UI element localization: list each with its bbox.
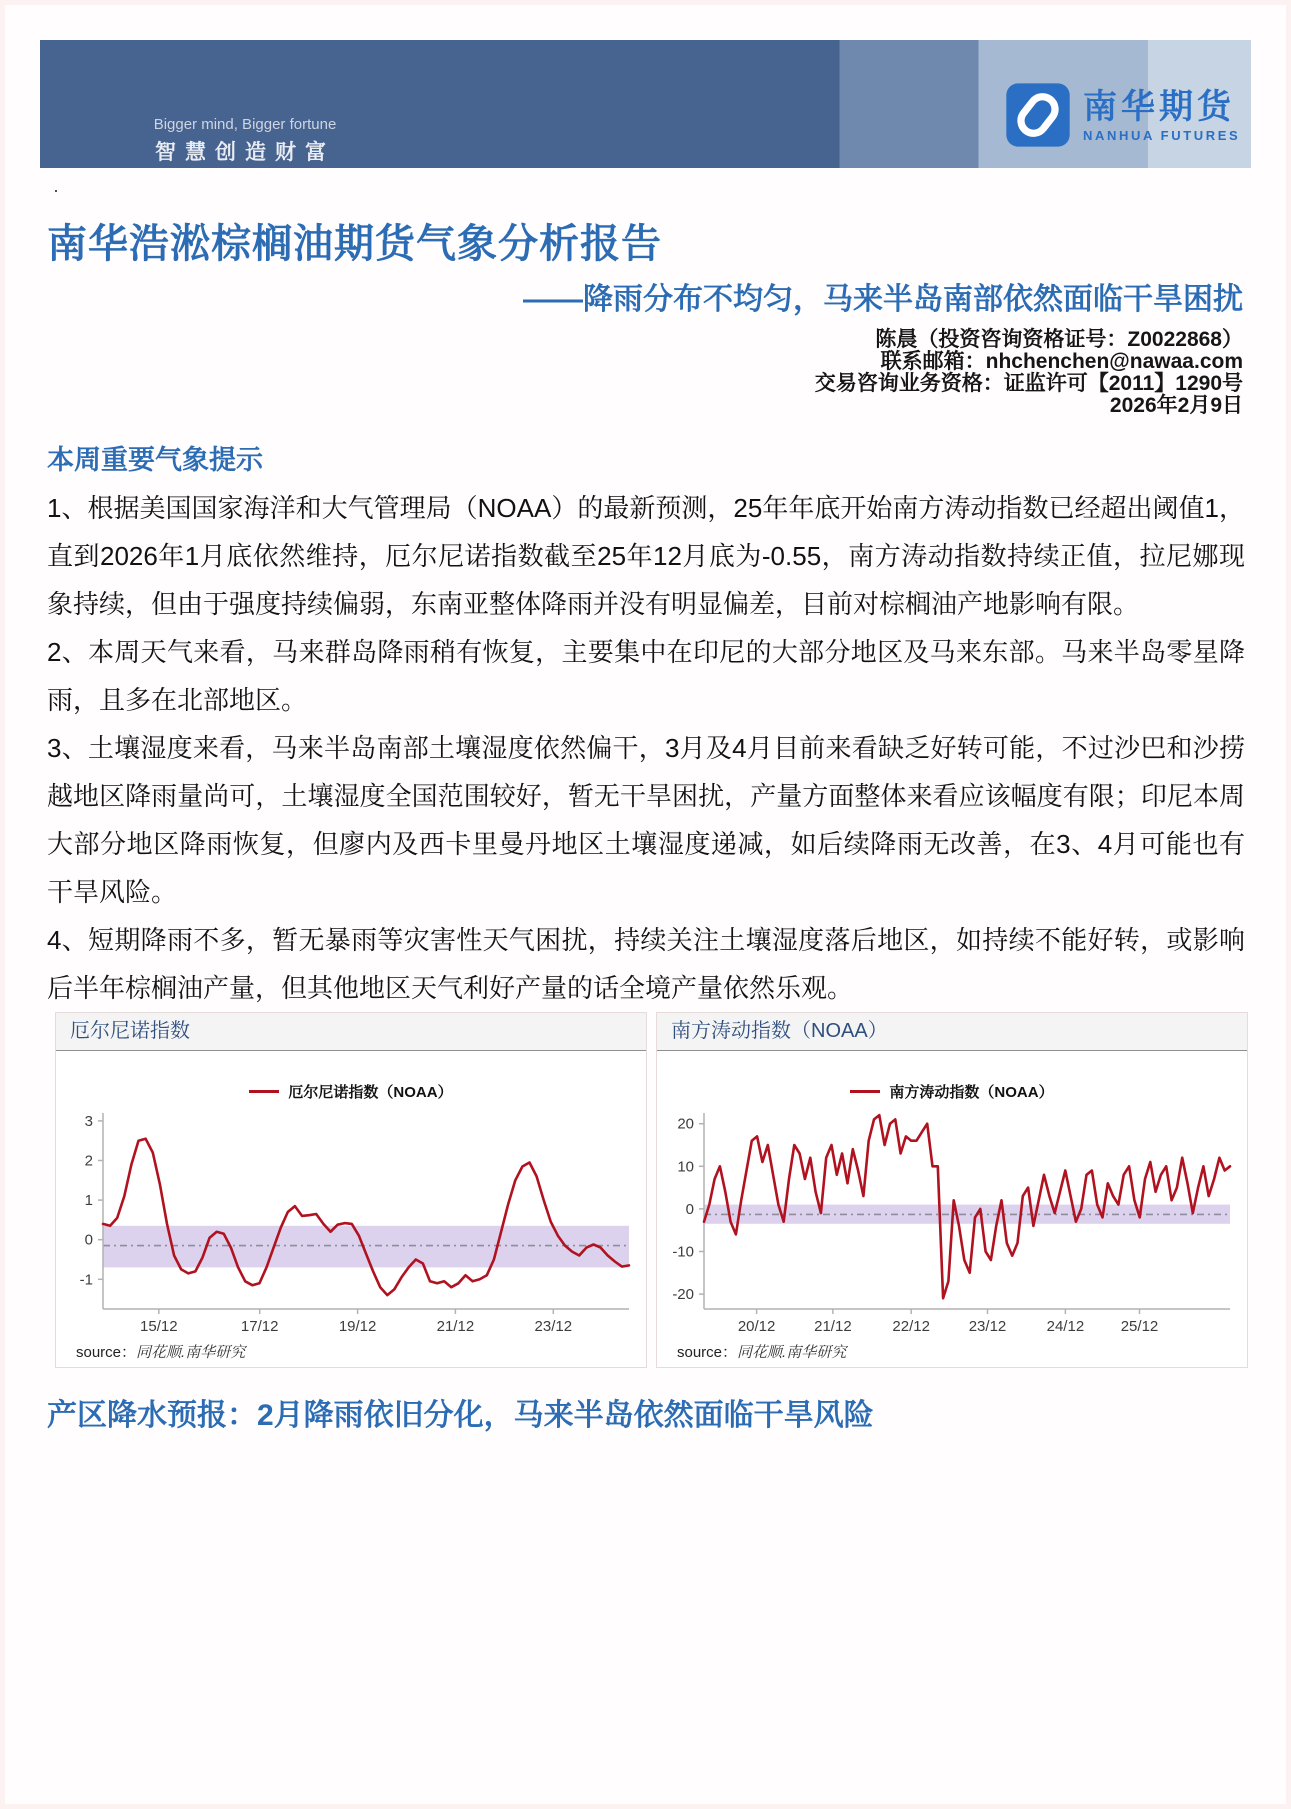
soi-line-chart bbox=[662, 1101, 1242, 1341]
svg-text:25/12: 25/12 bbox=[1120, 1318, 1159, 1335]
svg-text:23/12: 23/12 bbox=[968, 1318, 1007, 1335]
svg-text:3: 3 bbox=[84, 1112, 93, 1130]
chart-legend bbox=[657, 1081, 1247, 1102]
svg-text:15/12: 15/12 bbox=[140, 1318, 178, 1335]
svg-text:0: 0 bbox=[685, 1200, 694, 1218]
paragraph-3: 3、土壤湿度来看，马来半岛南部土壤湿度依然偏干，3月及4月目前来看缺乏好转可能，不过沙巴和沙捞越地区降雨量尚可，土壤湿度全国范围较好，暂无干旱困扰，产量方面整体来看应该幅度有限；印尼本周大部分地区降雨恢复，但廖内及西卡里曼丹地区土壤湿度递减，如后续降雨无改善，在3、4月可能也有干旱风险。 bbox=[47, 733, 1245, 907]
svg-text:-20: -20 bbox=[672, 1286, 694, 1304]
source-value: 同花顺.南华研究 bbox=[136, 1344, 246, 1361]
chart-panel-header: 南方涛动指数（NOAA） bbox=[657, 1013, 1247, 1051]
svg-text:10: 10 bbox=[677, 1158, 694, 1176]
chart-legend bbox=[56, 1081, 646, 1102]
svg-text:21/12: 21/12 bbox=[814, 1318, 852, 1335]
paragraph-2: 2、本周天气来看，马来群岛降雨稍有恢复，主要集中在印尼的大部分地区及马来东部。马来半岛零星降雨，且多在北部地区。 bbox=[47, 637, 1245, 715]
banner-tagline bbox=[125, 116, 365, 166]
svg-text:23/12: 23/12 bbox=[534, 1318, 573, 1335]
paragraph-1: 1、根据美国国家海洋和大气管理局（NOAA）的最新预测，25年年底开始南方涛动指数已经超出阈值1，直到2026年1月底依然维持，厄尔尼诺指数截至25年12月底为-0.55，南方涛动指数持续正值，拉尼娜现象持续，但由于强度持续偏弱，东南亚整体降雨并没有明显偏差，目前对棕榈油产地影响有限。 bbox=[47, 493, 1245, 619]
email-line: 联系邮箱：nhchenchen@nawaa.com bbox=[880, 350, 1243, 373]
svg-text:-10: -10 bbox=[672, 1243, 694, 1261]
chart-source bbox=[76, 1341, 245, 1362]
report-title: 南华浩淞棕榈油期货气象分析报告 bbox=[47, 222, 662, 266]
report-date: 2026年2月9日 bbox=[1109, 394, 1243, 417]
bottom-section-heading: 产区降水预报：2月降雨依旧分化，马来半岛依然面临干旱风险 bbox=[47, 1399, 874, 1432]
license-line: 交易咨询业务资格：证监许可【2011】1290号 bbox=[814, 372, 1243, 395]
stray-dot: · bbox=[53, 180, 59, 200]
nanhua-logo-icon bbox=[1005, 82, 1071, 148]
chart-panel-header: 厄尔尼诺指数 bbox=[56, 1013, 646, 1051]
elnino-line-chart bbox=[61, 1101, 641, 1341]
svg-text:20/12: 20/12 bbox=[737, 1318, 776, 1335]
source-label: source： bbox=[76, 1344, 137, 1361]
source-label: source： bbox=[677, 1344, 738, 1361]
body-text bbox=[47, 484, 1245, 1012]
legend-label: 南方涛动指数（NOAA） bbox=[889, 1084, 1054, 1101]
author-line: 陈晨（投资咨询资格证号：Z0022868） bbox=[875, 328, 1243, 351]
nanhua-futures-logo bbox=[1005, 82, 1240, 148]
svg-text:24/12: 24/12 bbox=[1046, 1318, 1085, 1335]
svg-text:-1: -1 bbox=[79, 1271, 93, 1289]
chart-panel-soi bbox=[656, 1012, 1248, 1368]
legend-line-icon bbox=[850, 1090, 880, 1093]
svg-text:22/12: 22/12 bbox=[892, 1318, 930, 1335]
svg-text:1: 1 bbox=[84, 1192, 93, 1210]
logo-english: NANHUA FUTURES bbox=[1083, 128, 1241, 143]
chart-panel-elnino bbox=[55, 1012, 647, 1368]
source-value: 同花顺.南华研究 bbox=[737, 1344, 847, 1361]
chart-source bbox=[677, 1341, 846, 1362]
legend-line-icon bbox=[249, 1090, 279, 1093]
svg-text:21/12: 21/12 bbox=[436, 1318, 475, 1335]
legend-label: 厄尔尼诺指数（NOAA） bbox=[288, 1084, 453, 1101]
report-subtitle: ——降雨分布不均匀，马来半岛南部依然面临干旱困扰 bbox=[523, 283, 1243, 316]
svg-text:19/12: 19/12 bbox=[338, 1318, 377, 1335]
svg-text:0: 0 bbox=[84, 1231, 93, 1249]
section-heading: 本周重要气象提示 bbox=[47, 445, 263, 475]
svg-text:20: 20 bbox=[677, 1115, 694, 1133]
author-block bbox=[523, 329, 1243, 417]
tagline-english: Bigger mind, Bigger fortune bbox=[153, 116, 337, 133]
logo-chinese: 南华期货 bbox=[1083, 88, 1235, 126]
paragraph-4: 4、短期降雨不多，暂无暴雨等灾害性天气困扰，持续关注土壤湿度落后地区，如持续不能好转，或影响后半年棕榈油产量，但其他地区天气利好产量的话全境产量依然乐观。 bbox=[47, 925, 1245, 1003]
header-banner bbox=[40, 40, 1251, 168]
svg-text:17/12: 17/12 bbox=[240, 1318, 279, 1335]
header-right-block bbox=[523, 274, 1243, 417]
logo-text bbox=[1083, 82, 1240, 143]
svg-text:2: 2 bbox=[84, 1152, 93, 1170]
tagline-chinese: 智慧创造财富 bbox=[155, 141, 335, 164]
